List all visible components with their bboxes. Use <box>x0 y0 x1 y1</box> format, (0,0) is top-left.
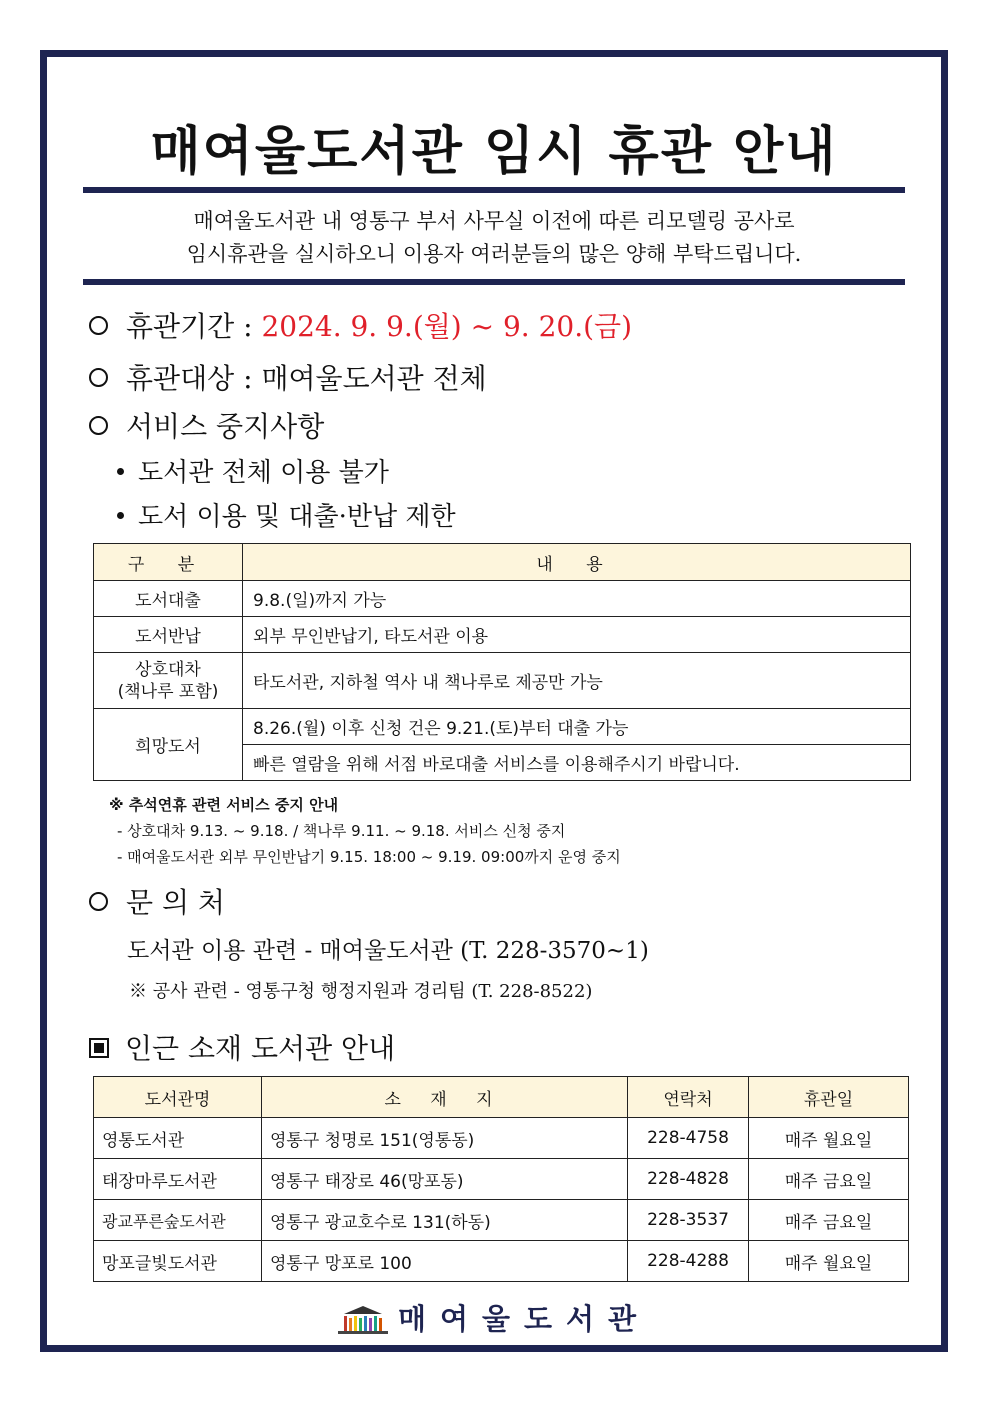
table-row <box>94 1118 909 1159</box>
divider-bottom <box>83 279 905 285</box>
services-heading-text: 서비스 중지사항 <box>126 410 325 443</box>
circle-bullet-icon <box>89 368 108 387</box>
closure-period <box>89 305 632 345</box>
header-content: 내 용 <box>243 544 911 581</box>
notice-frame <box>40 50 948 1352</box>
intro-line-2: 임시휴관을 실시하오니 이용자 여러분들의 많은 양해 부탁드립니다. <box>186 242 802 266</box>
library-address: 영통구 청명로 151(영통동) <box>262 1118 628 1159</box>
table-row <box>94 1159 909 1200</box>
holiday-note-line-1: - 상호대차 9.13. ~ 9.18. / 책나루 9.11. ~ 9.18. 서비스 신청 중지 <box>117 822 566 840</box>
row-category <box>94 653 243 709</box>
circle-bullet-icon <box>89 316 108 335</box>
circle-bullet-icon <box>89 416 108 435</box>
table-header-row <box>94 1077 909 1118</box>
circle-bullet-icon <box>89 892 108 911</box>
library-closed-day: 매주 월요일 <box>749 1118 909 1159</box>
library-tel: 228-4758 <box>628 1118 749 1159</box>
intro-line-1: 매여울도서관 내 영통구 부서 사무실 이전에 따른 리모델링 공사로 <box>193 209 795 233</box>
library-address: 영통구 태장로 46(망포동) <box>262 1159 628 1200</box>
library-address: 영통구 망포로 100 <box>262 1241 628 1282</box>
contact-main: 도서관 이용 관련 - 매여울도서관 (T. 228-3570~1) <box>127 938 649 964</box>
table-row <box>94 581 911 617</box>
service-bullet-2 <box>117 496 456 533</box>
contact-heading-text: 문 의 처 <box>126 886 225 919</box>
header-address: 소 재 지 <box>262 1077 628 1118</box>
table-row <box>94 617 911 653</box>
library-closed-day: 매주 월요일 <box>749 1241 909 1282</box>
row-category: 도서대출 <box>94 581 243 617</box>
footer-library-name: 매여울도서관 <box>397 1302 651 1336</box>
row-content: 9.8.(일)까지 가능 <box>243 581 911 617</box>
nearby-heading-text: 인근 소재 도서관 안내 <box>125 1032 396 1065</box>
category-line: (책나루 포함) <box>117 681 219 702</box>
page-title: 매여울도서관 임시 휴관 안내 <box>150 122 838 182</box>
library-name: 태장마루도서관 <box>94 1159 262 1200</box>
service-bullet-text: 도서 이용 및 대출·반납 제한 <box>138 502 456 532</box>
row-content: 타도서관, 지하철 역사 내 책나루로 제공만 가능 <box>243 653 911 709</box>
category-line: 상호대차 <box>135 659 201 680</box>
period-value: 2024. 9. 9.(월) ~ 9. 20.(금) <box>261 310 633 343</box>
target-label: 휴관대상 : <box>126 362 253 395</box>
header-category: 구 분 <box>94 544 243 581</box>
closure-target <box>89 357 487 397</box>
header-name: 도서관명 <box>94 1077 262 1118</box>
nearby-heading <box>89 1027 395 1067</box>
library-name: 망포글빛도서관 <box>94 1241 262 1282</box>
service-bullet-1 <box>117 452 389 489</box>
library-name: 영통도서관 <box>94 1118 262 1159</box>
library-closed-day: 매주 금요일 <box>749 1200 909 1241</box>
table-header-row <box>94 544 911 581</box>
library-closed-day: 매주 금요일 <box>749 1159 909 1200</box>
divider-top <box>83 187 905 193</box>
row-category: 도서반납 <box>94 617 243 653</box>
row-content: 빠른 열람을 위해 서점 바로대출 서비스를 이용해주시기 바랍니다. <box>243 745 911 781</box>
table-row <box>94 1200 909 1241</box>
row-category: 희망도서 <box>94 709 243 781</box>
holiday-note-heading: ※ 추석연휴 관련 서비스 중지 안내 <box>109 796 339 814</box>
intro-text <box>83 205 905 271</box>
row-content: 외부 무인반납기, 타도서관 이용 <box>243 617 911 653</box>
services-heading <box>89 405 324 445</box>
holiday-note-line-2: - 매여울도서관 외부 무인반납기 9.15. 18:00 ~ 9.19. 09:00까지 운영 중지 <box>117 848 621 866</box>
dot-icon <box>117 512 124 519</box>
dot-icon <box>117 468 124 475</box>
library-tel: 228-3537 <box>628 1200 749 1241</box>
library-address: 영통구 광교호수로 131(하동) <box>262 1200 628 1241</box>
service-table <box>93 543 911 781</box>
square-bullet-icon <box>89 1038 109 1058</box>
library-logo-icon <box>338 1304 388 1334</box>
footer-brand <box>47 1297 941 1338</box>
library-tel: 228-4288 <box>628 1241 749 1282</box>
period-label: 휴관기간 : <box>126 310 253 343</box>
contact-sub: ※ 공사 관련 - 영통구청 행정지원과 경리팀 (T. 228-8522) <box>129 981 593 1002</box>
library-tel: 228-4828 <box>628 1159 749 1200</box>
contact-heading <box>89 881 225 921</box>
header-tel: 연락처 <box>628 1077 749 1118</box>
header-closed: 휴관일 <box>749 1077 909 1118</box>
table-row <box>94 1241 909 1282</box>
table-row <box>94 709 911 745</box>
table-row <box>94 653 911 709</box>
target-value: 매여울도서관 전체 <box>261 362 487 395</box>
library-name: 광교푸른숲도서관 <box>94 1200 262 1241</box>
nearby-library-table <box>93 1076 909 1282</box>
row-content: 8.26.(월) 이후 신청 건은 9.21.(토)부터 대출 가능 <box>243 709 911 745</box>
service-bullet-text: 도서관 전체 이용 불가 <box>138 458 389 488</box>
